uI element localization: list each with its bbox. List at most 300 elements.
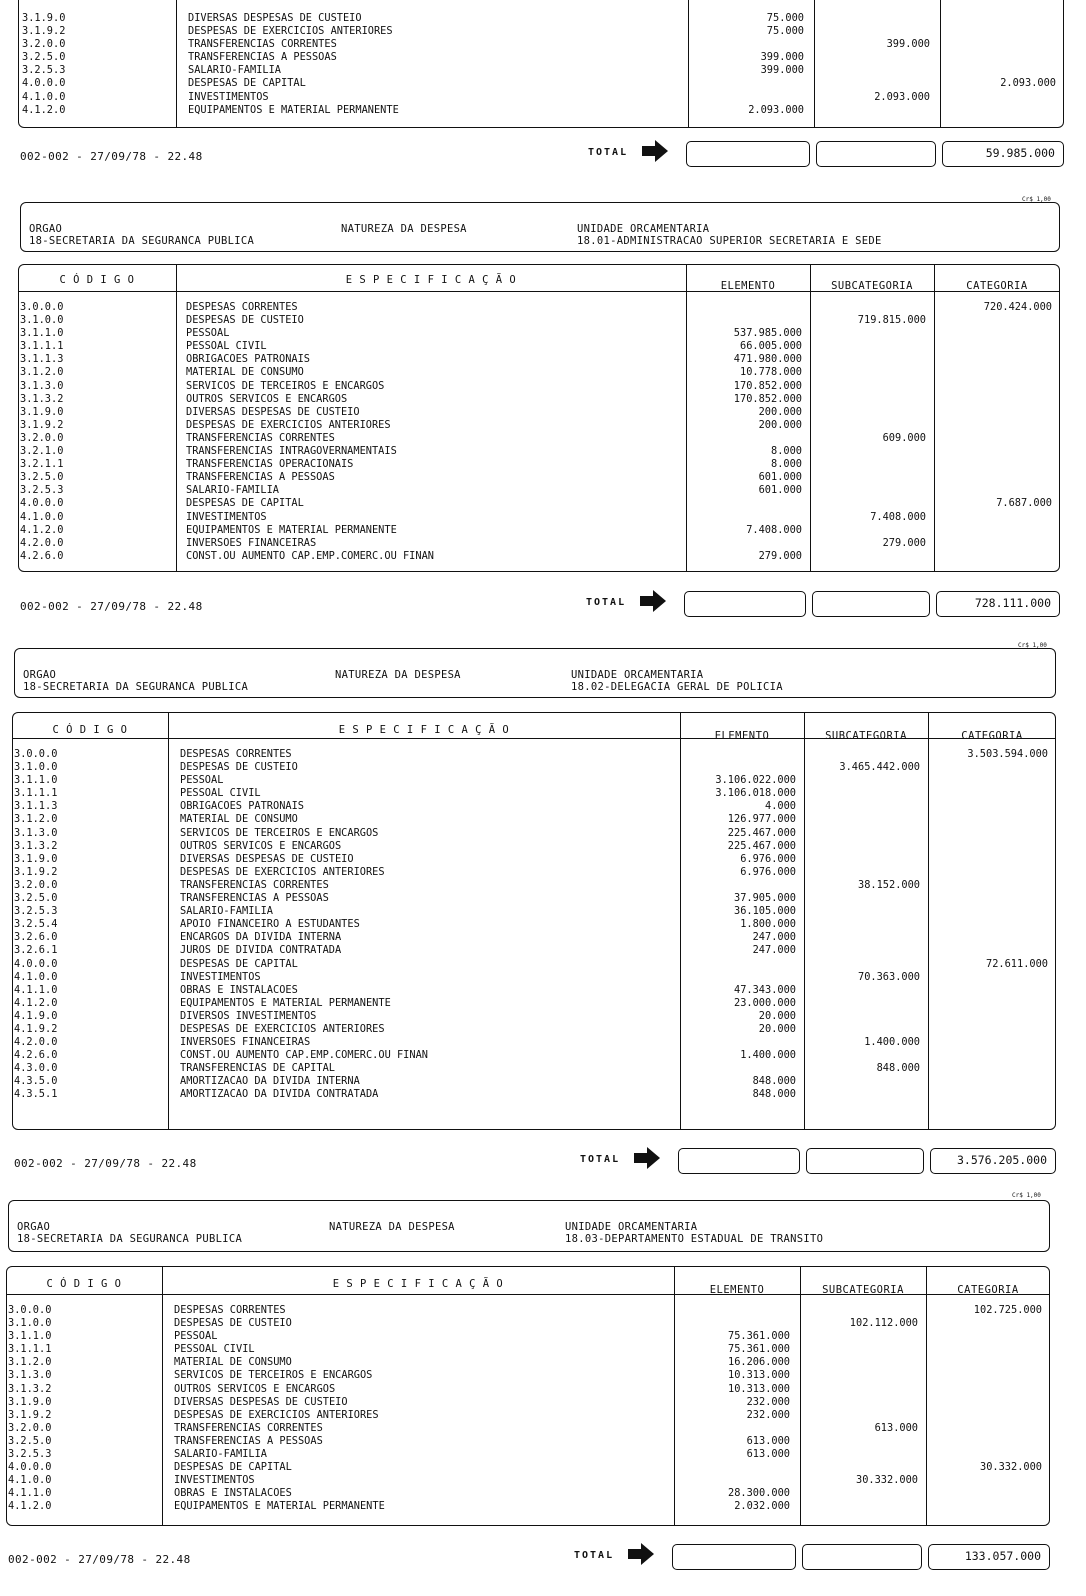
row-subcategoria (839, 1075, 920, 1088)
unidade-label: UNIDADE ORCAMENTARIA (577, 223, 710, 235)
row-specification: DESPESAS DE CAPITAL (180, 957, 298, 970)
row-specification: DESPESAS DE CUSTEIO (186, 314, 304, 327)
row-elemento: 848.000 (752, 1088, 796, 1101)
row-specification: OBRAS E INSTALACOES (174, 1487, 292, 1500)
codigo-header: C Ó D I G O (59, 274, 135, 286)
row-code: 4.3.0.0 (14, 1062, 58, 1075)
row-elemento (734, 432, 802, 445)
row-elemento: 613.000 (746, 1448, 790, 1461)
row-specification: AMORTIZACAO DA DIVIDA INTERNA (180, 1075, 360, 1088)
row-subcategoria (858, 406, 926, 419)
column-divider (176, 265, 177, 571)
row-categoria (967, 1049, 1048, 1062)
row-categoria (984, 353, 1052, 366)
row-categoria (967, 866, 1048, 879)
row-code: 3.1.1.1 (20, 340, 64, 353)
row-categoria (974, 1383, 1042, 1396)
row-categoria (967, 1062, 1048, 1075)
row-specification: DESPESAS CORRENTES (174, 1304, 286, 1316)
row-subcategoria (858, 458, 926, 471)
row-specification: TRANSFERENCIAS INTRAGOVERNAMENTAIS (186, 445, 397, 458)
orgao-label: ORGAO (17, 1221, 51, 1233)
row-specification: OUTROS SERVICOS E ENCARGOS (174, 1382, 336, 1395)
row-specification: SERVICOS DE TERCEIROS E ENCARGOS (180, 826, 379, 839)
row-specification: PESSOAL (180, 774, 224, 787)
elemento-column (734, 301, 802, 563)
row-code: 4.0.0.0 (20, 497, 64, 510)
row-subcategoria (858, 524, 926, 537)
row-specification: PESSOAL (186, 327, 230, 340)
row-subcategoria: 2.093.000 (874, 90, 930, 103)
row-code: 4.1.9.0 (14, 1009, 58, 1022)
row-categoria: 102.725.000 (973, 1304, 1042, 1316)
subcategoria-column (858, 301, 926, 563)
row-subcategoria: 3.465.442.000 (839, 761, 920, 774)
row-specification: DESPESAS DE CAPITAL (174, 1461, 292, 1474)
row-code: 3.1.3.0 (20, 379, 64, 392)
row-code: 3.2.0.0 (20, 431, 64, 444)
categoria-column (984, 301, 1052, 563)
row-elemento: 613.000 (746, 1434, 790, 1447)
row-specification: TRANSFERENCIAS A PESSOAS (180, 892, 329, 905)
row-categoria (974, 1409, 1042, 1422)
column-divider (162, 1267, 163, 1525)
row-code: 4.0.0.0 (14, 957, 58, 970)
row-elemento (728, 1422, 790, 1435)
row-subcategoria (858, 497, 926, 510)
row-subcategoria (839, 774, 920, 787)
row-code: 3.1.9.2 (8, 1408, 52, 1421)
total-subcategoria-box (816, 141, 936, 167)
row-elemento: 37.905.000 (734, 892, 796, 905)
total-subcategoria-box (812, 591, 930, 617)
row-subcategoria (858, 366, 926, 379)
row-specification: DESPESAS DE CAPITAL (186, 497, 304, 510)
row-code: 3.0.0.0 (20, 301, 64, 313)
elemento-header: ELEMENTO (714, 730, 770, 742)
row-subcategoria (874, 77, 930, 90)
row-specification: INVERSOES FINANCEIRAS (180, 1036, 311, 1049)
row-subcategoria (850, 1369, 918, 1382)
row-categoria (974, 1356, 1042, 1369)
row-subcategoria (839, 1010, 920, 1023)
row-specification: DIVERSAS DESPESAS DE CUSTEIO (180, 852, 354, 865)
row-elemento (734, 497, 802, 510)
row-code: 3.1.0.0 (8, 1317, 52, 1330)
row-code: 4.2.0.0 (20, 536, 64, 549)
row-subcategoria (850, 1383, 918, 1396)
row-categoria (974, 1317, 1042, 1330)
row-subcategoria (874, 25, 930, 38)
row-elemento (728, 1474, 790, 1487)
row-subcategoria (858, 419, 926, 432)
row-code: 3.1.9.2 (22, 25, 66, 38)
natureza-label: NATUREZA DA DESPESA (341, 223, 467, 235)
row-categoria (984, 511, 1052, 524)
row-subcategoria: 279.000 (882, 536, 926, 549)
row-subcategoria: 609.000 (882, 431, 926, 444)
row-categoria (967, 800, 1048, 813)
row-code: 3.2.1.0 (20, 445, 64, 458)
row-categoria (984, 340, 1052, 353)
categoria-header: CATEGORIA (957, 1284, 1019, 1296)
section-header (14, 648, 1056, 698)
row-categoria (967, 918, 1048, 931)
row-elemento: 23.000.000 (734, 996, 796, 1009)
row-specification: TRANSFERENCIAS DE CAPITAL (180, 1062, 335, 1075)
row-subcategoria: 399.000 (886, 38, 930, 51)
row-subcategoria (839, 1049, 920, 1062)
row-code: 4.0.0.0 (22, 77, 66, 90)
row-elemento: 6.976.000 (740, 852, 796, 865)
row-categoria (984, 432, 1052, 445)
column-divider (814, 0, 815, 127)
row-elemento: 247.000 (752, 931, 796, 944)
row-subcategoria (850, 1500, 918, 1513)
row-subcategoria (858, 550, 926, 563)
row-categoria (967, 840, 1048, 853)
row-subcategoria (850, 1396, 918, 1409)
row-specification: TRANSFERENCIAS CORRENTES (186, 431, 335, 444)
currency-mark: Cr$ 1,00 (1012, 1192, 1041, 1199)
row-subcategoria (839, 918, 920, 931)
row-specification: OUTROS SERVICOS E ENCARGOS (180, 839, 342, 852)
row-categoria (984, 327, 1052, 340)
row-elemento (748, 38, 804, 51)
row-specification: INVERSOES FINANCEIRAS (186, 536, 317, 549)
row-subcategoria (839, 892, 920, 905)
row-categoria (967, 892, 1048, 905)
section-header (8, 1200, 1050, 1252)
row-code: 4.3.5.1 (14, 1088, 58, 1101)
row-categoria (974, 1396, 1042, 1409)
column-divider (680, 713, 681, 1129)
row-specification: TRANSFERENCIAS OPERACIONAIS (186, 458, 354, 471)
row-code: 3.1.0.0 (14, 761, 58, 774)
column-divider (674, 1267, 675, 1525)
row-code: 4.2.0.0 (14, 1036, 58, 1049)
row-code: 3.1.3.2 (20, 392, 64, 405)
row-elemento: 2.032.000 (734, 1500, 790, 1513)
row-specification: DIVERSOS INVESTIMENTOS (180, 1009, 317, 1022)
row-code: 4.3.5.0 (14, 1075, 58, 1088)
total-label: TOTAL (588, 147, 629, 158)
row-categoria (984, 471, 1052, 484)
row-elemento: 247.000 (752, 944, 796, 957)
row-code: 3.1.1.0 (14, 774, 58, 787)
row-subcategoria: 38.152.000 (858, 878, 920, 891)
code-column (8, 1304, 51, 1514)
row-subcategoria (839, 905, 920, 918)
orgao-label: ORGAO (23, 669, 57, 681)
row-code: 3.1.1.0 (8, 1330, 52, 1343)
row-specification: SALARIO-FAMILIA (180, 905, 273, 918)
row-elemento: 279.000 (758, 549, 802, 562)
row-code: 4.1.2.0 (22, 103, 66, 116)
row-subcategoria (839, 984, 920, 997)
row-code: 3.1.9.2 (14, 865, 58, 878)
row-specification: EQUIPAMENTOS E MATERIAL PERMANENTE (180, 996, 391, 1009)
natureza-label: NATUREZA DA DESPESA (335, 669, 461, 681)
row-elemento (715, 748, 796, 761)
row-specification: TRANSFERENCIAS CORRENTES (174, 1421, 323, 1434)
row-specification: SALARIO-FAMILIA (186, 484, 279, 497)
footer-stamp: 002-002 - 27/09/78 - 22.48 (14, 1157, 197, 1170)
row-elemento: 16.206.000 (728, 1356, 790, 1369)
row-categoria (967, 853, 1048, 866)
row-specification: OBRIGACOES PATRONAIS (186, 353, 310, 366)
currency-mark: Cr$ 1,00 (1022, 196, 1051, 203)
subcategoria-header: SUBCATEGORIA (822, 1284, 904, 1296)
row-subcategoria (839, 827, 920, 840)
row-elemento (715, 958, 796, 971)
row-categoria (984, 314, 1052, 327)
row-categoria (984, 366, 1052, 379)
row-specification: INVESTIMENTOS (186, 510, 267, 523)
row-subcategoria (874, 12, 930, 25)
categoria-header: CATEGORIA (966, 280, 1028, 292)
row-categoria (974, 1500, 1042, 1513)
row-subcategoria (858, 353, 926, 366)
row-categoria (1000, 38, 1056, 51)
row-subcategoria (839, 787, 920, 800)
column-divider (686, 265, 687, 571)
row-code: 4.1.9.2 (14, 1022, 58, 1035)
row-specification: TRANSFERENCIAS A PESSOAS (174, 1434, 323, 1447)
row-elemento (715, 761, 796, 774)
row-subcategoria: 70.363.000 (858, 970, 920, 983)
row-specification: EQUIPAMENTOS E MATERIAL PERMANENTE (186, 523, 397, 536)
row-subcategoria (839, 944, 920, 957)
total-elemento-box (678, 1148, 800, 1174)
row-categoria: 72.611.000 (986, 957, 1048, 970)
row-categoria: 30.332.000 (980, 1461, 1042, 1474)
row-elemento: 170.852.000 (733, 392, 802, 405)
row-specification: OBRIGACOES PATRONAIS (180, 800, 304, 813)
natureza-label: NATUREZA DA DESPESA (329, 1221, 455, 1233)
row-specification: DESPESAS CORRENTES (186, 301, 298, 313)
row-code: 3.1.1.0 (20, 327, 64, 340)
specification-column (174, 1304, 385, 1514)
row-code: 3.2.5.3 (22, 64, 66, 77)
orgao-value: 18-SECRETARIA DA SEGURANCA PUBLICA (17, 1233, 243, 1245)
row-categoria (984, 419, 1052, 432)
row-subcategoria: 7.408.000 (870, 510, 926, 523)
elemento-header: ELEMENTO (709, 1284, 765, 1296)
row-code: 3.1.3.0 (14, 826, 58, 839)
row-specification: EQUIPAMENTOS E MATERIAL PERMANENTE (188, 103, 399, 116)
row-specification: DESPESAS DE CUSTEIO (180, 761, 298, 774)
row-specification: APOIO FINANCEIRO A ESTUDANTES (180, 918, 360, 931)
unidade-value: 18.03-DEPARTAMENTO ESTADUAL DE TRANSITO (565, 1233, 824, 1245)
row-categoria (967, 1023, 1048, 1036)
row-categoria (974, 1435, 1042, 1448)
row-categoria (1000, 91, 1056, 104)
row-categoria (974, 1343, 1042, 1356)
row-code: 3.1.1.1 (8, 1343, 52, 1356)
row-elemento: 28.300.000 (728, 1487, 790, 1500)
row-categoria (984, 524, 1052, 537)
row-subcategoria (850, 1304, 918, 1317)
unidade-value: 18.01-ADMINISTRACAO SUPERIOR SECRETARIA E SEDE (577, 235, 882, 247)
footer-stamp: 002-002 - 27/09/78 - 22.48 (20, 150, 203, 163)
row-elemento: 20.000 (758, 1009, 796, 1022)
row-code: 4.2.6.0 (14, 1049, 58, 1062)
row-subcategoria: 613.000 (874, 1421, 918, 1434)
row-code: 3.1.2.0 (20, 366, 64, 379)
row-categoria (1000, 12, 1056, 25)
categoria-column (1000, 12, 1056, 117)
row-subcategoria (839, 866, 920, 879)
row-code: 3.2.5.0 (8, 1434, 52, 1447)
row-specification: INVESTIMENTOS (174, 1474, 255, 1487)
elemento-header: ELEMENTO (720, 280, 776, 292)
row-code: 3.1.9.0 (22, 12, 66, 24)
row-specification: SERVICOS DE TERCEIROS E ENCARGOS (174, 1369, 373, 1382)
row-specification: TRANSFERENCIAS CORRENTES (188, 38, 337, 51)
row-specification: PESSOAL CIVIL (186, 340, 267, 353)
row-elemento (748, 91, 804, 104)
row-code: 3.0.0.0 (8, 1304, 52, 1316)
row-code: 3.2.5.0 (20, 471, 64, 484)
row-specification: PESSOAL (174, 1330, 218, 1343)
column-divider (934, 265, 935, 571)
categoria-header: CATEGORIA (961, 730, 1023, 742)
row-code: 3.1.3.0 (8, 1369, 52, 1382)
column-divider (926, 1267, 927, 1525)
row-categoria: 720.424.000 (983, 301, 1052, 313)
row-specification: DIVERSAS DESPESAS DE CUSTEIO (188, 12, 362, 24)
codigo-header: C Ó D I G O (46, 1278, 122, 1290)
total-categoria-box: 133.057.000 (928, 1544, 1050, 1570)
total-subcategoria-box (806, 1148, 924, 1174)
total-elemento-box (684, 591, 806, 617)
row-elemento: 225.467.000 (727, 839, 796, 852)
elemento-column (715, 748, 796, 1102)
row-code: 3.1.3.2 (8, 1382, 52, 1395)
row-subcategoria (850, 1448, 918, 1461)
row-categoria (967, 997, 1048, 1010)
row-specification: PESSOAL CIVIL (180, 787, 261, 800)
total-categoria-box: 59.985.000 (942, 141, 1064, 167)
row-elemento: 8.000 (771, 458, 802, 471)
row-specification: TRANSFERENCIAS A PESSOAS (186, 471, 335, 484)
row-subcategoria (839, 1088, 920, 1101)
row-specification: EQUIPAMENTOS E MATERIAL PERMANENTE (174, 1500, 385, 1513)
column-divider (800, 1267, 801, 1525)
row-code: 4.1.2.0 (20, 523, 64, 536)
row-elemento: 66.005.000 (740, 340, 802, 353)
codigo-header: C Ó D I G O (52, 724, 128, 736)
row-specification: DESPESAS DE CAPITAL (188, 77, 306, 90)
row-specification: MATERIAL DE CONSUMO (174, 1356, 292, 1369)
row-categoria (967, 813, 1048, 826)
total-label: TOTAL (586, 597, 627, 608)
row-subcategoria (839, 748, 920, 761)
row-subcategoria (839, 800, 920, 813)
row-specification: MATERIAL DE CONSUMO (180, 813, 298, 826)
row-specification: DESPESAS DE EXERCICIOS ANTERIORES (188, 25, 393, 38)
row-elemento: 20.000 (758, 1022, 796, 1035)
row-code: 3.2.6.0 (14, 931, 58, 944)
row-categoria (984, 445, 1052, 458)
row-subcategoria: 848.000 (876, 1062, 920, 1075)
subcategoria-header: SUBCATEGORIA (831, 280, 913, 292)
row-code: 4.0.0.0 (8, 1461, 52, 1474)
subcategoria-column (850, 1304, 918, 1514)
row-code: 3.2.5.3 (20, 484, 64, 497)
row-categoria (967, 1036, 1048, 1049)
row-categoria (967, 971, 1048, 984)
especificacao-header: E S P E C I F I C A Ç Ã O (338, 724, 510, 736)
row-code: 4.1.2.0 (8, 1500, 52, 1513)
row-elemento: 848.000 (752, 1075, 796, 1088)
row-specification: INVESTIMENTOS (180, 970, 261, 983)
elemento-column (728, 1304, 790, 1514)
row-specification: TRANSFERENCIAS CORRENTES (180, 878, 329, 891)
row-categoria (967, 761, 1048, 774)
row-elemento (728, 1461, 790, 1474)
row-code: 3.1.2.0 (14, 813, 58, 826)
row-specification: OUTROS SERVICOS E ENCARGOS (186, 392, 348, 405)
row-categoria (984, 406, 1052, 419)
row-elemento (748, 77, 804, 90)
row-code: 3.1.3.2 (14, 839, 58, 852)
row-categoria (984, 537, 1052, 550)
row-elemento (715, 879, 796, 892)
specification-column (188, 12, 399, 117)
row-elemento: 10.313.000 (728, 1382, 790, 1395)
row-subcategoria (874, 51, 930, 64)
row-categoria (984, 550, 1052, 563)
row-elemento: 200.000 (758, 418, 802, 431)
row-code: 3.2.1.1 (20, 458, 64, 471)
row-subcategoria (850, 1330, 918, 1343)
categoria-column (967, 748, 1048, 1102)
row-elemento: 200.000 (758, 405, 802, 418)
categoria-column (974, 1304, 1042, 1514)
row-elemento: 225.467.000 (727, 826, 796, 839)
orgao-value: 18-SECRETARIA DA SEGURANCA PUBLICA (23, 681, 249, 693)
row-subcategoria: 719.815.000 (857, 314, 926, 327)
row-subcategoria (874, 64, 930, 77)
row-subcategoria: 102.112.000 (849, 1317, 918, 1330)
row-subcategoria (839, 853, 920, 866)
row-specification: AMORTIZACAO DA DIVIDA CONTRATADA (180, 1088, 379, 1101)
row-elemento: 47.343.000 (734, 983, 796, 996)
row-elemento (734, 511, 802, 524)
row-elemento: 232.000 (746, 1408, 790, 1421)
row-elemento (715, 971, 796, 984)
currency-mark: Cr$ 1,00 (1018, 642, 1047, 649)
row-subcategoria (858, 380, 926, 393)
row-categoria (967, 984, 1048, 997)
row-code: 4.1.1.0 (14, 983, 58, 996)
row-elemento: 75.000 (766, 25, 804, 38)
row-code: 4.2.6.0 (20, 549, 64, 562)
unidade-label: UNIDADE ORCAMENTARIA (571, 669, 704, 681)
row-categoria (974, 1448, 1042, 1461)
row-specification: DESPESAS DE EXERCICIOS ANTERIORES (180, 1022, 385, 1035)
row-code: 4.1.0.0 (20, 510, 64, 523)
row-subcategoria (858, 327, 926, 340)
column-divider (804, 713, 805, 1129)
code-column (14, 748, 57, 1102)
row-specification: DIVERSAS DESPESAS DE CUSTEIO (186, 405, 360, 418)
footer-stamp: 002-002 - 27/09/78 - 22.48 (8, 1553, 191, 1566)
row-code: 3.1.1.3 (20, 353, 64, 366)
row-specification: JUROS DE DIVIDA CONTRATADA (180, 944, 342, 957)
